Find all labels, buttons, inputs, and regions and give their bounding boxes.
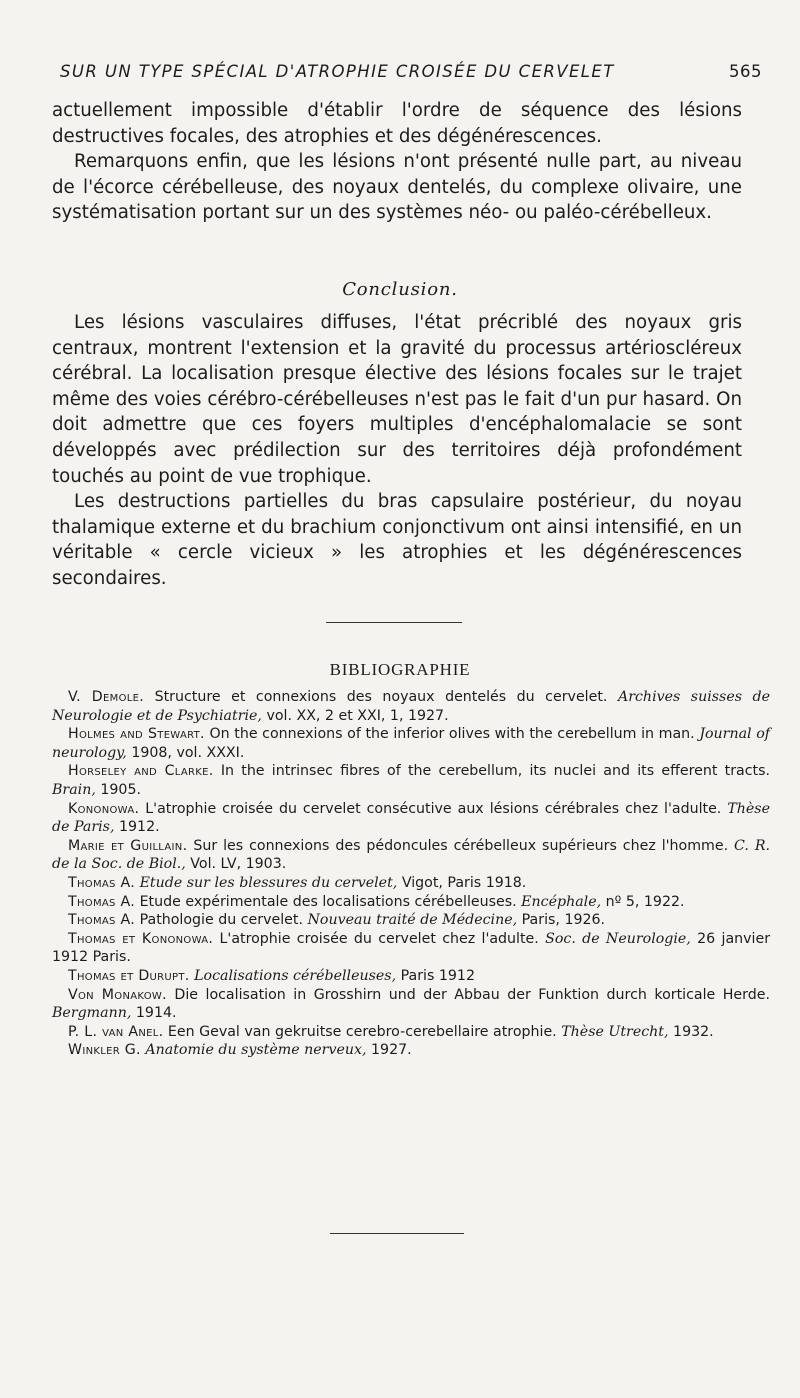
reference-journal: Etude sur les blessures du cervelet,	[139, 874, 398, 891]
reference-author: Thomas A.	[68, 912, 136, 929]
reference-details: Vol. LV, 1903.	[190, 856, 287, 873]
reference-journal: Soc. de Neurologie,	[545, 930, 691, 947]
reference-details: Paris, 1926.	[521, 912, 606, 929]
reference-title: Pathologie du cervelet.	[139, 912, 303, 929]
reference-details: Paris 1912	[400, 967, 475, 984]
bibliography-entry	[52, 930, 770, 967]
divider	[330, 1233, 464, 1234]
paragraph: Les destructions partielles du bras capsulaire postérieur, du noyau thalamique externe et du brachium conjonctivum ont ainsi intensifié, en un véritable « cercle vicieux » les atrophies et les dégénérescences secondaires.	[52, 491, 742, 589]
bibliography-entry	[52, 725, 770, 762]
reference-journal: Encéphale,	[521, 893, 602, 910]
reference-author: Thomas et Durupt.	[68, 967, 190, 984]
bibliography-entry	[52, 688, 770, 725]
reference-journal: Journal of neurology,	[52, 726, 771, 761]
reference-title: Etude expérimentale des localisations cérébelleuses.	[139, 893, 517, 910]
reference-title: In the intrinsec fibres of the cerebellum, its nuclei and its efferent tracts.	[220, 763, 771, 780]
reference-author: Holmes and Stewart.	[68, 726, 205, 743]
reference-title: Die localisation in Grosshirn und der Abbau der Funktion durch korticale Herde.	[174, 986, 770, 1003]
bibliography-entry	[52, 800, 770, 837]
bibliography-list	[52, 688, 770, 1060]
bibliography-entry	[52, 874, 770, 893]
reference-details: 1914.	[135, 1005, 177, 1022]
bibliography-entry	[52, 1023, 770, 1042]
reference-author: Horseley and Clarke.	[68, 763, 214, 780]
reference-author: Thomas A.	[68, 893, 136, 910]
reference-journal: Archives suisses de Neurologie et de Psychiatrie,	[52, 689, 770, 724]
bibliography-heading: BIBLIOGRAPHIE	[329, 660, 471, 679]
paragraph: Remarquons enfin, que les lésions n'ont présenté nulle part, au niveau de l'écorce cérébelleuse, des noyaux dentelés, du complexe olivaire, une systématisation portant sur un des systèmes néo- ou paléo-cérébelleux.	[52, 151, 742, 224]
bibliography-entry	[52, 837, 770, 874]
reference-title: Een Geval van gekruitse cerebro-cerebellaire atrophie.	[167, 1023, 557, 1040]
page-number: 565	[729, 62, 762, 81]
reference-title: On the connexions of the inferior olives with the cerebellum in man.	[209, 726, 695, 743]
reference-details: 1932.	[673, 1023, 714, 1040]
reference-author: Kononowa.	[68, 800, 140, 817]
reference-author: Von Monakow.	[68, 986, 167, 1003]
reference-details: 1905.	[100, 781, 141, 798]
bibliography-entry	[52, 986, 770, 1023]
reference-journal: Localisations cérébelleuses,	[194, 967, 397, 984]
reference-details: 1908, vol. XXXI.	[131, 744, 245, 761]
reference-title: L'atrophie croisée du cervelet consécutive aux lésions cérébrales chez l'adulte.	[145, 800, 722, 817]
reference-title: L'atrophie croisée du cervelet chez l'adulte.	[219, 930, 539, 947]
divider	[326, 622, 462, 623]
paragraph: Les lésions vasculaires diffuses, l'état précriblé des noyaux gris centraux, montrent l'extension et la gravité du processus artérioscléreux cérébral. La localisation presque élective des lésions focales sur le trajet même des voies cérébro-cérébelleuses n'est pas le fait d'un pur hasard. On doit admettre que ces foyers multiples d'encéphalomalacie se sont développés avec prédilection sur des territoires déjà profondément touchés au point de vue trophique.	[52, 312, 742, 487]
running-header	[60, 62, 762, 81]
bibliography-entry	[52, 967, 770, 986]
bibliography-entry	[52, 762, 770, 799]
reference-journal: Anatomie du système nerveux,	[145, 1042, 367, 1059]
reference-details: 1927.	[371, 1042, 412, 1059]
reference-journal: Thèse Utrecht,	[561, 1023, 669, 1040]
running-title: SUR UN TYPE SPÉCIAL D'ATROPHIE CROISÉE DU CERVELET	[60, 62, 615, 81]
reference-author: P. L. van Anel.	[68, 1023, 164, 1040]
section-heading: Conclusion.	[342, 279, 458, 300]
bibliography-entry	[52, 893, 770, 912]
reference-details: nº 5, 1922.	[605, 893, 685, 910]
reference-details: vol. XX, 2 et XXI, 1, 1927.	[266, 707, 449, 724]
reference-journal: Nouveau traité de Médecine,	[307, 912, 518, 929]
bibliography-entry	[52, 1041, 770, 1060]
reference-title: Sur les connexions des pédoncules cérébelleux supérieurs chez l'homme.	[193, 837, 729, 854]
reference-details: 26 janvier 1912 Paris.	[52, 930, 771, 966]
reference-details: Vigot, Paris 1918.	[401, 874, 527, 891]
body-text	[52, 98, 742, 226]
reference-author: Marie et Guillain.	[68, 837, 188, 854]
reference-title: Structure et connexions des noyaux dentelés du cervelet.	[154, 689, 608, 705]
reference-journal: Brain,	[52, 781, 96, 798]
reference-journal: Bergmann,	[52, 1005, 132, 1022]
reference-author: Thomas A.	[68, 874, 136, 891]
paragraph: actuellement impossible d'établir l'ordre de séquence des lésions destructives focales, des atrophies et des dégénérescences.	[52, 100, 742, 147]
reference-author: V. Demole.	[68, 689, 145, 705]
reference-author: Winkler G.	[68, 1042, 141, 1059]
conclusion-text	[52, 310, 742, 592]
reference-author: Thomas et Kononowa.	[68, 930, 214, 947]
bibliography-entry	[52, 911, 770, 930]
reference-journal: C. R. de la Soc. de Biol.,	[52, 837, 771, 873]
reference-details: 1912.	[118, 819, 160, 836]
reference-journal: Thèse de Paris,	[52, 800, 770, 836]
